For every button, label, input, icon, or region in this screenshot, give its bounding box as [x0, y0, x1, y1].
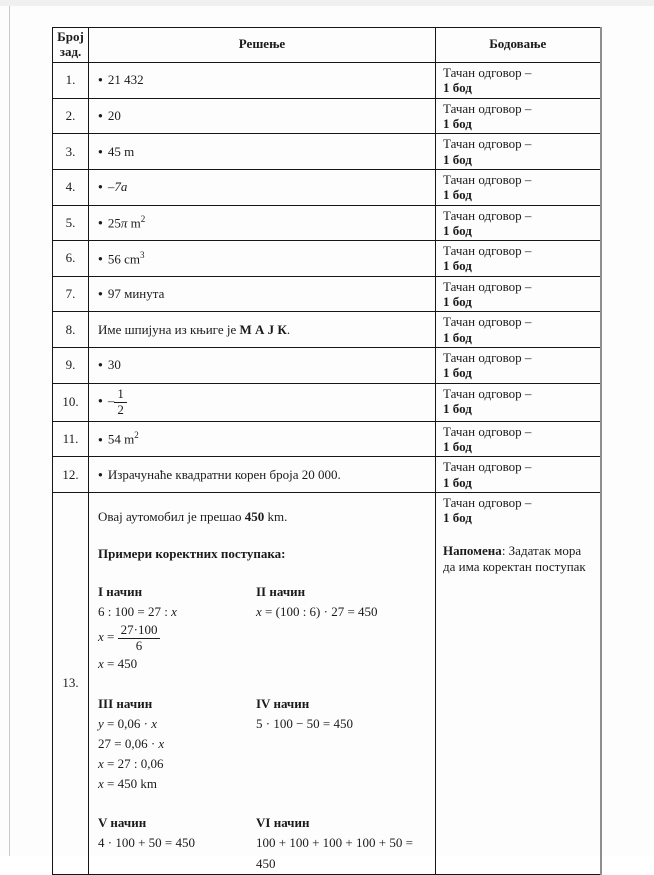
scoring-points: 1 бод [443, 439, 472, 455]
superscript: 3 [139, 249, 145, 260]
table-row [53, 312, 601, 348]
method-2 [256, 582, 431, 675]
bullet-icon: ● [98, 360, 103, 370]
task-number: 11. [53, 421, 89, 457]
solution-cell [89, 383, 436, 421]
solution-cell [89, 98, 436, 134]
scoring-cell [436, 241, 601, 277]
solution-cell [89, 312, 436, 348]
method-line [98, 714, 256, 734]
task-number: 1. [53, 62, 89, 98]
scoring-points: 1 бод [443, 474, 472, 490]
pi-symbol: π [120, 215, 128, 231]
col-header-scoring: Бодовање [436, 28, 601, 63]
solution-text: 25 [107, 215, 121, 231]
fraction-numerator: 27·100 [118, 623, 161, 639]
method-3 [98, 694, 256, 795]
math-variable: x [98, 656, 104, 672]
table-row [53, 169, 601, 205]
math-variable: y [98, 715, 104, 731]
scoring-text: Тачан одговор – [443, 100, 532, 116]
math-variable: x [151, 715, 157, 731]
solution-variable: 7a [114, 179, 128, 195]
math-text: = 0,06 · [103, 715, 152, 731]
method-title: V начин [98, 815, 147, 831]
scoring-text: Тачан одговор – [443, 495, 532, 511]
task-number: 2. [53, 98, 89, 134]
math-variable: x [171, 604, 177, 620]
method-4 [256, 694, 431, 795]
solution-text: Име шпијуна из књиге је [98, 321, 240, 337]
scoring-cell [436, 348, 601, 384]
scoring-points: 1 бод [443, 329, 472, 345]
scoring-points: 1 бод [443, 294, 472, 310]
math-text: = [103, 629, 118, 645]
bullet-icon: ● [98, 254, 103, 264]
math-text: 27 = 0,06 · [98, 735, 159, 751]
methods-grid [98, 582, 431, 874]
minus-sign: – [107, 393, 115, 409]
math-variable: x [158, 735, 165, 751]
table-row [53, 348, 601, 384]
task-number: 9. [53, 348, 89, 384]
fraction-denominator: 2 [117, 401, 124, 417]
solution-cell [89, 241, 436, 277]
solution-text: 30 [107, 357, 121, 373]
intro-line [98, 509, 431, 525]
task-number: 12. [53, 457, 89, 493]
superscript: 2 [134, 430, 139, 441]
note [443, 543, 594, 576]
table-row [53, 134, 601, 170]
scoring-points: 1 бод [443, 80, 472, 96]
scoring-cell [436, 169, 601, 205]
solution-cell [89, 134, 436, 170]
solution-text: 20 [107, 107, 121, 123]
table-row [53, 62, 601, 98]
method-line [256, 602, 431, 622]
method-line [98, 602, 256, 622]
solution-text: Израчунаће квадратни корен броја 20 000. [107, 466, 341, 482]
bullet-icon: ● [98, 218, 103, 228]
scoring-text: Тачан одговор – [443, 64, 532, 80]
table-row [53, 421, 601, 457]
table-row [53, 383, 601, 421]
scoring-points: 1 бод [443, 222, 472, 238]
solution-text: – [107, 179, 115, 195]
header-row [53, 28, 601, 63]
bullet-icon: ● [98, 110, 103, 120]
intro-bold-value: 450 [244, 509, 265, 525]
scoring-points: 1 бод [443, 365, 472, 381]
method-line: 5 · 100 − 50 = 450 [256, 715, 353, 731]
math-text: 6 : 100 = 27 : [98, 604, 172, 620]
task-number: 4. [53, 169, 89, 205]
scoring-text: Тачан одговор – [443, 136, 532, 152]
solution-text: 56 cm [107, 251, 140, 267]
scoring-text: Тачан одговор – [443, 278, 532, 294]
method-line [98, 654, 256, 674]
scoring-text: Тачан одговор – [443, 243, 532, 259]
bullet-icon: ● [98, 146, 103, 156]
task-number: 6. [53, 241, 89, 277]
scoring-points: 1 бод [443, 115, 472, 131]
bullet-icon: ● [98, 182, 103, 192]
solution-cell [89, 421, 436, 457]
note-text: : Задатак мора да има коректан поступак [443, 542, 586, 574]
task-number: 7. [53, 276, 89, 312]
method-line [98, 774, 256, 794]
scoring-cell [436, 62, 601, 98]
scoring-text: Тачан одговор – [443, 314, 532, 330]
table-row [53, 205, 601, 241]
solution-text: 54 m [107, 431, 135, 447]
header-broj: Број [57, 29, 84, 44]
scoring-points: 1 бод [443, 401, 472, 417]
bullet-icon: ● [98, 396, 103, 406]
task-number: 10. [53, 383, 89, 421]
methods-heading: Примери коректних поступака: [98, 546, 286, 562]
math-variable: x [98, 629, 104, 645]
scoring-text: Тачан одговор – [443, 171, 532, 187]
method-line-fraction [98, 622, 256, 654]
note-label: Напомена [443, 542, 502, 558]
scoring-points: 1 бод [443, 151, 472, 167]
scoring-cell [436, 383, 601, 421]
scoring-text: Тачан одговор – [443, 350, 532, 366]
solution-text: 97 минута [107, 286, 165, 302]
scoring-text: Тачан одговор – [443, 423, 532, 439]
table-row [53, 98, 601, 134]
method-1 [98, 582, 256, 675]
task-number: 13. [53, 493, 89, 875]
col-header-task-number [53, 28, 89, 63]
method-line: 4 · 100 + 50 = 450 [98, 835, 195, 851]
solution-cell-13 [89, 493, 436, 875]
fraction-denominator: 6 [135, 637, 143, 653]
bullet-icon: ● [98, 434, 103, 444]
fraction-numerator: 1 [114, 387, 127, 403]
solution-text: 45 m [107, 143, 135, 159]
scoring-cell [436, 276, 601, 312]
scoring-points: 1 бод [443, 258, 472, 274]
method-title: II начин [256, 584, 306, 600]
math-text: = 27 : 0,06 [103, 756, 164, 772]
table-row [53, 457, 601, 493]
task-number: 8. [53, 312, 89, 348]
intro-text: Овај аутомобил је прешао [98, 509, 245, 525]
intro-suffix: km. [264, 509, 288, 525]
page-edge-shadow-top [0, 0, 654, 6]
solution-cell [89, 457, 436, 493]
scoring-text: Тачан одговор – [443, 207, 532, 223]
method-title: III начин [98, 695, 153, 711]
solution-cell [89, 169, 436, 205]
solution-unit: m [127, 215, 141, 231]
solution-cell [89, 348, 436, 384]
scoring-cell-13 [436, 493, 601, 875]
scoring-cell [436, 457, 601, 493]
task-number: 3. [53, 134, 89, 170]
solution-cell [89, 276, 436, 312]
superscript: 2 [140, 214, 146, 225]
math-text: = (100 : 6) · 27 = 450 [261, 604, 378, 620]
bullet-icon: ● [98, 289, 103, 299]
answer-key-table [52, 27, 602, 875]
scoring-text: Тачан одговор – [443, 385, 532, 401]
header-zad: зад. [59, 43, 82, 59]
solution-cell [89, 62, 436, 98]
spy-name-bold: М А Ј К [239, 321, 287, 337]
method-title: I начин [98, 584, 143, 600]
fraction [114, 387, 127, 417]
table-row [53, 276, 601, 312]
scoring-cell [436, 421, 601, 457]
solution-suffix: . [286, 321, 291, 337]
method-line: 100 + 100 + 100 + 100 + 50 = [256, 835, 413, 851]
method-title: VI начин [256, 815, 310, 831]
table-row-13 [53, 493, 601, 875]
method-5 [98, 813, 256, 873]
scoring-points: 1 бод [443, 510, 472, 526]
scoring-cell [436, 98, 601, 134]
math-text: = 450 km [103, 776, 157, 792]
bullet-icon: ● [98, 469, 103, 479]
col-header-solution: Решење [89, 28, 436, 63]
method-line [98, 754, 256, 774]
solution-text: 21 432 [107, 72, 144, 88]
scoring-points: 1 бод [443, 187, 472, 203]
math-variable: x [256, 604, 262, 620]
method-title: IV начин [256, 695, 310, 711]
math-variable: x [98, 776, 104, 792]
scoring-cell [436, 312, 601, 348]
bullet-icon: ● [98, 75, 103, 85]
page-edge-shadow-left [9, 6, 10, 856]
scoring-text: Тачан одговор – [443, 459, 532, 475]
math-text: = 450 [103, 656, 138, 672]
method-line: 450 [256, 855, 276, 871]
scoring-cell [436, 134, 601, 170]
math-variable: x [98, 756, 104, 772]
fraction [118, 623, 161, 653]
task-number: 5. [53, 205, 89, 241]
solution-cell [89, 205, 436, 241]
method-6 [256, 813, 431, 873]
scoring-cell [436, 205, 601, 241]
table-row [53, 241, 601, 277]
method-line [98, 734, 256, 754]
